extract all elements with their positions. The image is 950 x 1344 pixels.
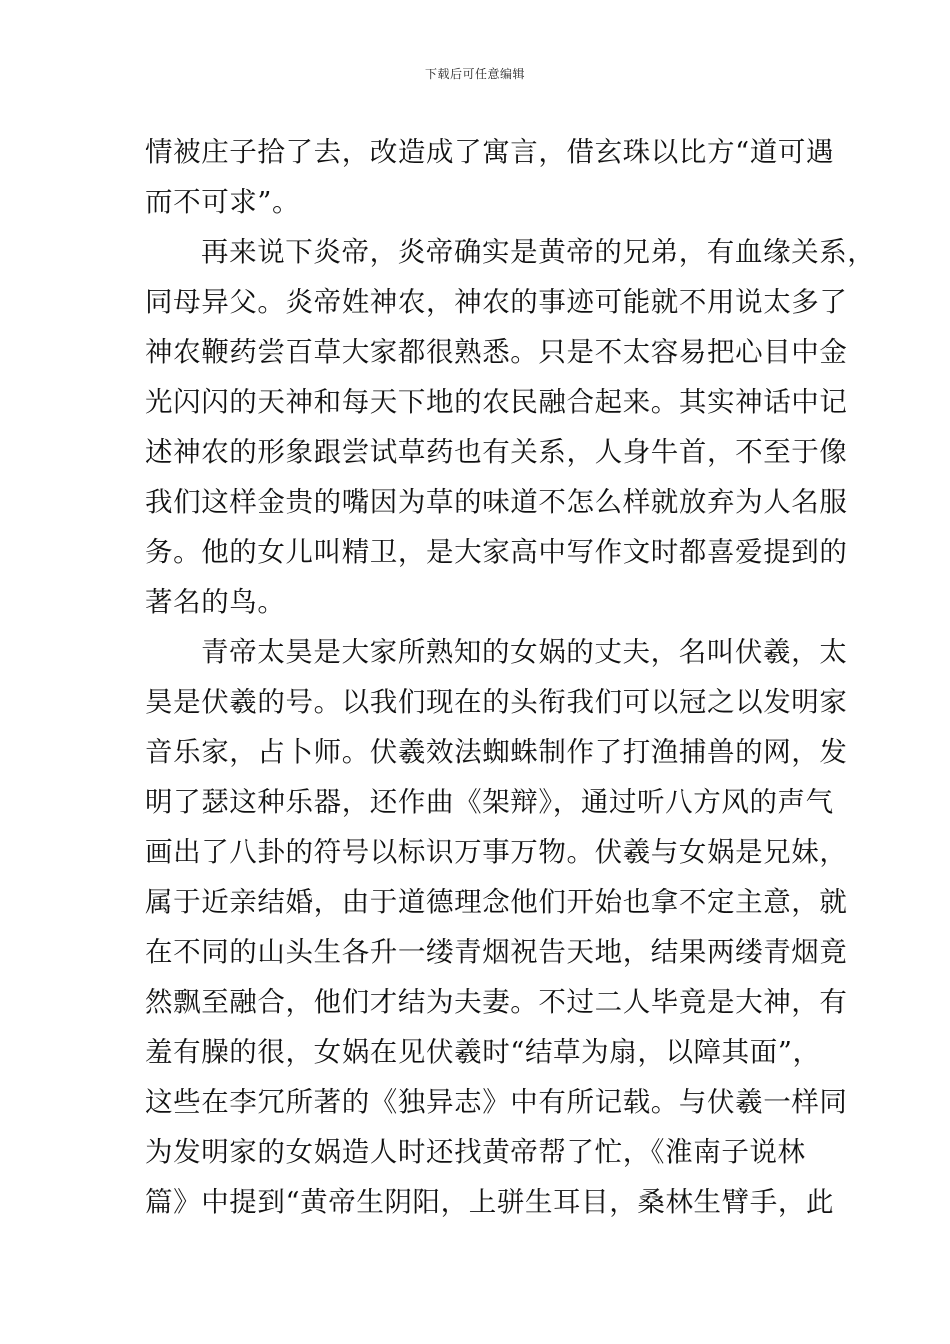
text-line: 明了瑟这种乐器，还作曲《架辩》，通过听八方风的声气	[145, 786, 834, 818]
text-line: 篇》中提到“黄帝生阴阳，上骈生耳目，桑林生臂手，此	[145, 1186, 835, 1218]
text-line: 著名的鸟。	[145, 586, 286, 618]
text-line: 音乐家，占卜师。伏羲效法蜘蛛制作了打渔捕兽的网，发	[145, 736, 848, 768]
page-header-note: 下载后可任意编辑	[424, 67, 525, 81]
text-line: 在不同的山头生各升一缕青烟祝告天地，结果两缕青烟竟	[145, 936, 848, 968]
text-line: 神农鞭药尝百草大家都很熟悉。只是不太容易把心目中金	[145, 336, 848, 368]
text-line: 羞有臊的很，女娲在见伏羲时“结草为扇，以障其面”，	[145, 1036, 821, 1068]
text-line: 我们这样金贵的嘴因为草的味道不怎么样就放弃为人名服	[145, 486, 848, 518]
text-line: 画出了八卦的符号以标识万事万物。伏羲与女娲是兄妹，	[145, 836, 848, 868]
text-line: 务。他的女儿叫精卫，是大家高中写作文时都喜爱提到的	[145, 536, 848, 568]
text-line: 光闪闪的天神和每天下地的农民融合起来。其实神话中记	[145, 386, 848, 418]
text-line: 为发明家的女娲造人时还找黄帝帮了忙，《淮南子说林	[145, 1136, 806, 1168]
text-line: 然飘至融合，他们才结为夫妻。不过二人毕竟是大神，有	[145, 986, 848, 1018]
text-line: 述神农的形象跟尝试草药也有关系，人身牛首，不至于像	[145, 436, 848, 468]
text-line: 青帝太昊是大家所熟知的女娲的丈夫，名叫伏羲，太	[201, 636, 848, 668]
text-line: 再来说下炎帝，炎帝确实是黄帝的兄弟，有血缘关系，	[201, 236, 876, 268]
text-line: 情被庄子拾了去，改造成了寓言，借玄珠以比方“道可遇	[145, 136, 835, 168]
text-line: 而不可求”。	[145, 186, 301, 218]
text-line: 这些在李冗所著的《独异志》中有所记载。与伏羲一样同	[145, 1086, 848, 1118]
text-line: 同母异父。炎帝姓神农，神农的事迹可能就不用说太多了	[145, 286, 848, 318]
document-body	[145, 127, 876, 1227]
text-line: 属于近亲结婚，由于道德理念他们开始也拿不定主意，就	[145, 886, 848, 918]
text-line: 昊是伏羲的号。以我们现在的头衔我们可以冠之以发明家	[145, 686, 848, 718]
